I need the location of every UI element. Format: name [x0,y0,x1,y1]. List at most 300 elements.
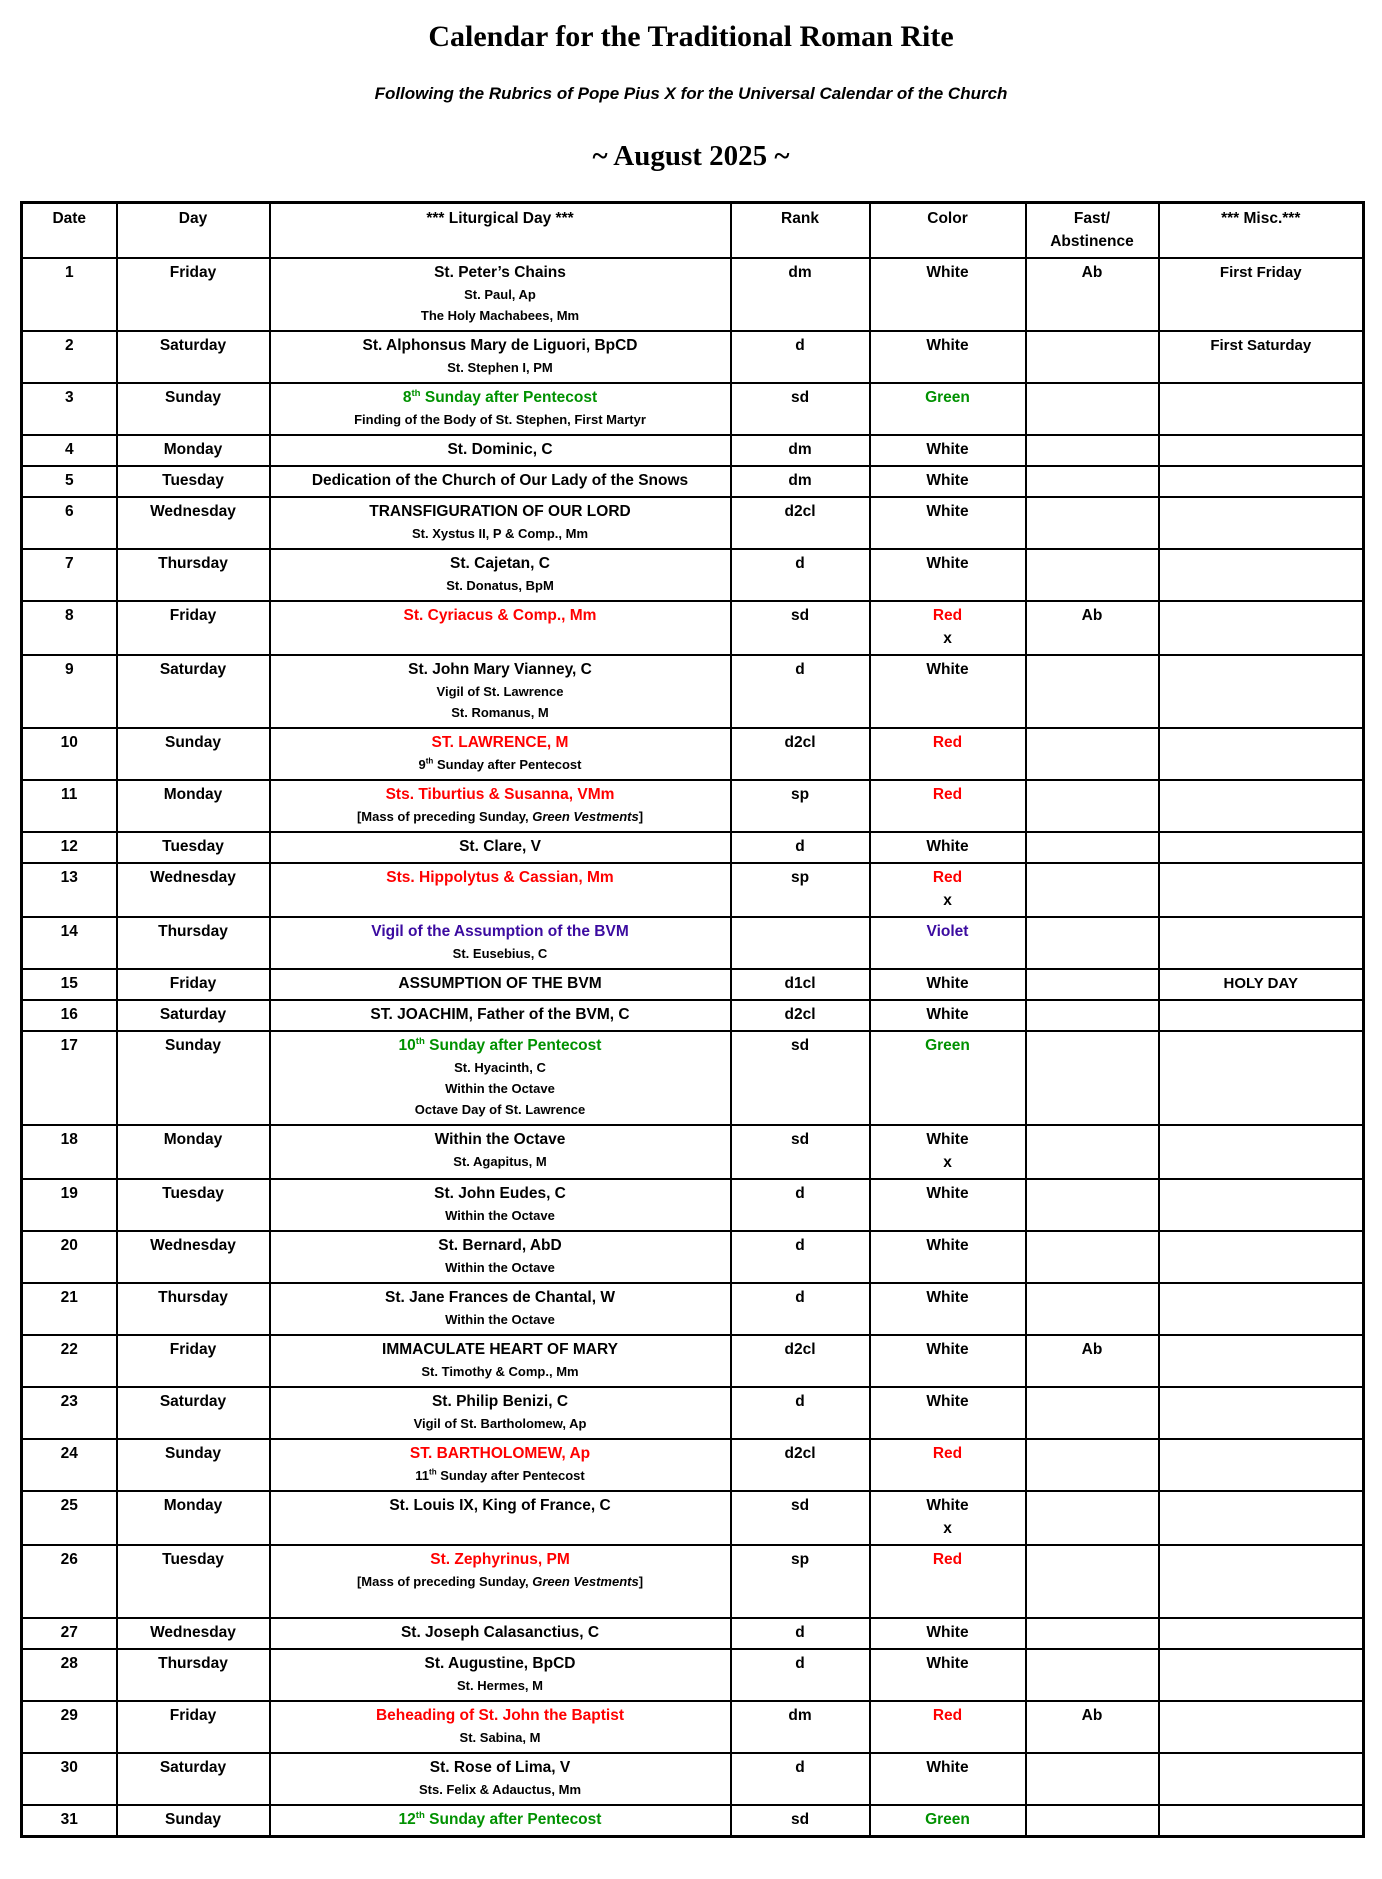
misc-cell [1159,549,1364,601]
color-line: Green [925,1037,970,1054]
fast-abstinence-cell: Ab [1026,601,1159,655]
liturgical-day-cell [270,258,731,331]
color-line: Red [932,869,963,886]
liturgical-line: ST. JOACHIM, Father of the BVM, C [370,1006,630,1023]
liturgical-line: 10th Sunday after Pentecost [398,1035,602,1054]
day-cell: Tuesday [117,1179,270,1231]
column-header-line: *** Liturgical Day *** [426,210,574,227]
misc-cell [1159,1545,1364,1618]
day-cell: Sunday [117,1439,270,1491]
column-header-line: Fast/ [1073,210,1111,227]
date-cell: 11 [22,780,117,832]
rank-cell: sd [731,1125,870,1179]
misc-cell [1159,917,1364,969]
column-header-line: Date [52,210,87,227]
color-cell [870,1283,1026,1335]
table-row-21 [22,1283,1364,1335]
liturgical-line: 12th Sunday after Pentecost [398,1809,602,1828]
table-row-1 [22,258,1364,331]
fast-abstinence-cell [1026,1753,1159,1805]
misc-cell: HOLY DAY [1159,969,1364,1000]
table-row-3 [22,383,1364,435]
misc-cell [1159,780,1364,832]
color-line: White [926,1006,969,1023]
date-cell: 22 [22,1335,117,1387]
rank-cell: d [731,549,870,601]
liturgical-line: St. Sabina, M [459,1730,541,1745]
column-header-line: Rank [781,210,819,227]
day-cell: Friday [117,1335,270,1387]
misc-cell [1159,1283,1364,1335]
misc-cell: First Saturday [1159,331,1364,383]
date-cell: 27 [22,1618,117,1649]
table-row-16 [22,1000,1364,1031]
color-line: Red [932,1551,963,1568]
liturgical-day-cell [270,1179,731,1231]
color-line: White [926,1497,969,1514]
color-line: White [926,975,969,992]
table-row-4 [22,435,1364,466]
rank-cell: d2cl [731,1000,870,1031]
liturgical-line: St. Philip Benizi, C [431,1393,569,1410]
fast-abstinence-cell [1026,1618,1159,1649]
rank-cell: sd [731,383,870,435]
date-cell: 30 [22,1753,117,1805]
color-cell [870,549,1026,601]
color-cell [870,1335,1026,1387]
liturgical-day-cell [270,1545,731,1618]
day-cell: Monday [117,1491,270,1545]
rank-cell: d1cl [731,969,870,1000]
liturgical-day-cell [270,435,731,466]
day-cell: Wednesday [117,1618,270,1649]
misc-cell [1159,1649,1364,1701]
liturgical-line: St. Louis IX, King of France, C [389,1497,611,1514]
day-cell: Friday [117,258,270,331]
date-cell: 13 [22,863,117,917]
liturgical-day-cell [270,1701,731,1753]
day-cell: Saturday [117,1000,270,1031]
misc-cell [1159,1701,1364,1753]
color-line: White [926,1655,969,1672]
day-cell: Sunday [117,1031,270,1125]
date-cell: 6 [22,497,117,549]
fast-abstinence-cell [1026,1125,1159,1179]
rank-cell: d2cl [731,1439,870,1491]
color-cell [870,780,1026,832]
liturgical-line: Octave Day of St. Lawrence [414,1102,586,1117]
liturgical-line: St. Stephen I, PM [447,360,553,375]
date-cell: 23 [22,1387,117,1439]
misc-cell [1159,655,1364,728]
liturgical-line: IMMACULATE HEART OF MARY [382,1341,618,1358]
misc-cell [1159,1231,1364,1283]
rank-cell: d [731,1387,870,1439]
color-line: x [943,1154,952,1171]
color-cell [870,383,1026,435]
color-cell [870,1125,1026,1179]
date-cell: 19 [22,1179,117,1231]
rank-cell: d2cl [731,497,870,549]
page-subtitle: Following the Rubrics of Pope Pius X for the Universal Calendar of the Church [374,84,1008,103]
liturgical-line: St. Donatus, BpM [446,578,554,593]
color-line: White [926,441,969,458]
date-cell: 18 [22,1125,117,1179]
color-line: Green [925,1811,970,1828]
misc-cell [1159,1491,1364,1545]
table-row-24 [22,1439,1364,1491]
fast-abstinence-cell [1026,1491,1159,1545]
fast-abstinence-cell [1026,1649,1159,1701]
fast-abstinence-cell [1026,497,1159,549]
color-line: White [926,1393,969,1410]
fast-abstinence-cell [1026,331,1159,383]
rank-cell: d [731,655,870,728]
liturgical-line: Beheading of St. John the Baptist [375,1707,624,1724]
table-row-28 [22,1649,1364,1701]
color-line: Red [932,607,963,624]
fast-abstinence-cell [1026,1805,1159,1837]
table-row-11 [22,780,1364,832]
date-cell: 9 [22,655,117,728]
table-row-30 [22,1753,1364,1805]
liturgical-day-cell [270,780,731,832]
color-line: White [926,1341,969,1358]
rank-cell: sp [731,780,870,832]
color-cell [870,1439,1026,1491]
table-row-19 [22,1179,1364,1231]
liturgical-line: St. Paul, Ap [464,287,536,302]
color-cell [870,832,1026,863]
rank-cell: dm [731,258,870,331]
liturgical-line: 11th Sunday after Pentecost [415,1467,585,1483]
date-cell: 1 [22,258,117,331]
liturgical-line: St. Hermes, M [457,1678,543,1693]
liturgical-day-cell [270,601,731,655]
color-cell [870,728,1026,780]
liturgical-line: The Holy Machabees, Mm [420,308,580,323]
fast-abstinence-cell [1026,655,1159,728]
day-cell: Tuesday [117,466,270,497]
date-cell: 5 [22,466,117,497]
liturgical-line: St. Zephyrinus, PM [430,1551,570,1568]
liturgical-line: Within the Octave [434,1131,566,1148]
fast-abstinence-cell: Ab [1026,1701,1159,1753]
date-cell: 25 [22,1491,117,1545]
rank-cell: d [731,1231,870,1283]
liturgical-line: St. Bernard, AbD [438,1237,562,1254]
liturgical-day-cell [270,1387,731,1439]
misc-cell [1159,1125,1364,1179]
color-line: x [943,630,952,647]
misc-cell [1159,1805,1364,1837]
color-line: x [943,892,952,909]
month-title: ~ August 2025 ~ [592,140,790,172]
liturgical-line: ASSUMPTION OF THE BVM [398,975,602,992]
liturgical-line: Sts. Felix & Adauctus, Mm [418,1782,582,1797]
date-cell: 20 [22,1231,117,1283]
color-line: x [943,1520,952,1537]
rank-cell [731,917,870,969]
liturgical-line: Vigil of St. Bartholomew, Ap [413,1416,587,1431]
liturgical-line: St. Joseph Calasanctius, C [400,1624,600,1641]
liturgical-day-cell [270,1753,731,1805]
fast-abstinence-cell [1026,1031,1159,1125]
day-cell: Thursday [117,1283,270,1335]
liturgical-line: Within the Octave [445,1081,555,1096]
color-line: White [926,1759,969,1776]
column-header-color [870,203,1026,259]
liturgical-line: St. Xystus II, P & Comp., Mm [411,526,588,541]
misc-cell [1159,1753,1364,1805]
rank-cell: sd [731,1491,870,1545]
fast-abstinence-cell [1026,1545,1159,1618]
date-cell: 12 [22,832,117,863]
liturgical-day-cell [270,863,731,917]
liturgical-day-cell [270,1805,731,1837]
column-header-line: *** Misc.*** [1221,210,1301,227]
liturgical-line: St. John Eudes, C [434,1185,566,1202]
liturgical-day-cell [270,1283,731,1335]
liturgical-day-cell [270,728,731,780]
misc-cell [1159,1335,1364,1387]
date-cell: 24 [22,1439,117,1491]
fast-abstinence-cell [1026,832,1159,863]
date-cell: 14 [22,917,117,969]
table-row-31 [22,1805,1364,1837]
header-row [22,203,1364,259]
rank-cell: d2cl [731,1335,870,1387]
date-cell: 2 [22,331,117,383]
table-row-27 [22,1618,1364,1649]
color-cell [870,1491,1026,1545]
liturgical-day-cell [270,1125,731,1179]
color-line: White [926,838,969,855]
column-header-rank [731,203,870,259]
color-cell [870,1545,1026,1618]
liturgical-day-cell [270,969,731,1000]
rank-cell: d [731,832,870,863]
column-header-fast-abstinence [1026,203,1159,259]
color-line: White [926,555,969,572]
day-cell: Wednesday [117,1231,270,1283]
table-row-26 [22,1545,1364,1618]
table-row-7 [22,549,1364,601]
table-row-17 [22,1031,1364,1125]
color-line: White [926,661,969,678]
day-cell: Thursday [117,549,270,601]
day-cell: Saturday [117,331,270,383]
table-row-5 [22,466,1364,497]
date-cell: 21 [22,1283,117,1335]
day-cell: Sunday [117,728,270,780]
liturgical-line [274,1592,727,1613]
color-cell [870,331,1026,383]
fast-abstinence-cell: Ab [1026,258,1159,331]
color-line: Violet [926,923,969,940]
liturgical-line: St. Peter’s Chains [434,264,566,281]
table-row-22 [22,1335,1364,1387]
rank-cell: d [731,331,870,383]
misc-cell [1159,1000,1364,1031]
rank-cell: d [731,1618,870,1649]
liturgical-line: ST. BARTHOLOMEW, Ap [409,1445,591,1462]
liturgical-line: St. Cyriacus & Comp., Mm [403,607,597,624]
rank-cell: d2cl [731,728,870,780]
calendar-table-header [22,203,1364,259]
color-line: White [926,1131,969,1148]
table-row-12 [22,832,1364,863]
column-header-day [117,203,270,259]
column-header-misc [1159,203,1364,259]
color-cell [870,1618,1026,1649]
color-cell [870,655,1026,728]
fast-abstinence-cell [1026,1000,1159,1031]
color-line: White [926,1289,969,1306]
color-line: White [926,503,969,520]
color-line: Red [932,734,963,751]
color-line: White [926,1185,969,1202]
table-row-10 [22,728,1364,780]
liturgical-line: Within the Octave [445,1312,555,1327]
page-title: Calendar for the Traditional Roman Rite [428,20,954,53]
column-header-line: Abstinence [1050,233,1134,250]
misc-cell [1159,728,1364,780]
day-cell: Wednesday [117,497,270,549]
liturgical-day-cell [270,1618,731,1649]
fast-abstinence-cell [1026,1283,1159,1335]
rank-cell: sd [731,1805,870,1837]
color-cell [870,435,1026,466]
fast-abstinence-cell [1026,863,1159,917]
misc-cell [1159,1031,1364,1125]
liturgical-line: St. Jane Frances de Chantal, W [385,1289,615,1306]
rank-cell: dm [731,466,870,497]
color-cell [870,917,1026,969]
table-row-25 [22,1491,1364,1545]
liturgical-line: Within the Octave [445,1208,555,1223]
liturgical-line: ST. LAWRENCE, M [431,734,569,751]
date-cell: 7 [22,549,117,601]
color-cell [870,1179,1026,1231]
day-cell: Saturday [117,655,270,728]
calendar-table-body [22,258,1364,1837]
fast-abstinence-cell [1026,383,1159,435]
day-cell: Tuesday [117,1545,270,1618]
liturgical-day-cell [270,1491,731,1545]
fast-abstinence-cell [1026,435,1159,466]
day-cell: Friday [117,601,270,655]
table-row-8 [22,601,1364,655]
liturgical-day-cell [270,1000,731,1031]
liturgical-line: St. Dominic, C [447,441,553,458]
rank-cell: sd [731,601,870,655]
fast-abstinence-cell [1026,549,1159,601]
liturgical-line: [Mass of preceding Sunday, Green Vestments] [356,809,644,824]
color-line: White [926,472,969,489]
date-cell: 15 [22,969,117,1000]
color-line: Red [932,1445,963,1462]
fast-abstinence-cell [1026,1387,1159,1439]
liturgical-line: St. Eusebius, C [452,946,548,961]
liturgical-day-cell [270,1031,731,1125]
misc-cell [1159,466,1364,497]
liturgical-day-cell [270,383,731,435]
rank-cell: dm [731,1701,870,1753]
color-line: White [926,264,969,281]
date-cell: 29 [22,1701,117,1753]
fast-abstinence-cell [1026,780,1159,832]
color-cell [870,258,1026,331]
liturgical-line: St. Agapitus, M [453,1154,547,1169]
liturgical-day-cell [270,497,731,549]
liturgical-day-cell [270,331,731,383]
fast-abstinence-cell [1026,728,1159,780]
color-cell [870,969,1026,1000]
misc-cell [1159,1179,1364,1231]
day-cell: Thursday [117,917,270,969]
date-cell: 31 [22,1805,117,1837]
day-cell: Saturday [117,1387,270,1439]
day-cell: Friday [117,1701,270,1753]
color-line: Green [925,389,970,406]
date-cell: 26 [22,1545,117,1618]
misc-cell [1159,863,1364,917]
rank-cell: d [731,1753,870,1805]
misc-cell [1159,1439,1364,1491]
color-cell [870,863,1026,917]
misc-cell [1159,1387,1364,1439]
day-cell: Wednesday [117,863,270,917]
fast-abstinence-cell [1026,466,1159,497]
rank-cell: d [731,1283,870,1335]
liturgical-line: Vigil of St. Lawrence [436,684,564,699]
color-cell [870,1231,1026,1283]
table-row-18 [22,1125,1364,1179]
day-cell: Thursday [117,1649,270,1701]
date-cell: 4 [22,435,117,466]
rank-cell: sp [731,1545,870,1618]
liturgical-line: St. Alphonsus Mary de Liguori, BpCD [362,337,638,354]
date-cell: 16 [22,1000,117,1031]
liturgical-line: [Mass of preceding Sunday, Green Vestments] [356,1574,644,1589]
day-cell: Sunday [117,383,270,435]
liturgical-day-cell [270,549,731,601]
liturgical-line: 9th Sunday after Pentecost [418,756,582,772]
liturgical-day-cell [270,1649,731,1701]
fast-abstinence-cell [1026,1231,1159,1283]
liturgical-line: St. Timothy & Comp., Mm [421,1364,579,1379]
color-cell [870,466,1026,497]
liturgical-line: Dedication of the Church of Our Lady of the Snows [311,472,689,489]
liturgical-day-cell [270,1231,731,1283]
color-cell [870,1387,1026,1439]
date-cell: 10 [22,728,117,780]
liturgical-line: Sts. Tiburtius & Susanna, VMm [385,786,615,803]
misc-cell [1159,383,1364,435]
rank-cell: sp [731,863,870,917]
fast-abstinence-cell [1026,1179,1159,1231]
table-row-9 [22,655,1364,728]
date-cell: 17 [22,1031,117,1125]
rank-cell: sd [731,1031,870,1125]
liturgical-day-cell [270,655,731,728]
color-cell [870,497,1026,549]
color-cell [870,1701,1026,1753]
day-cell: Monday [117,780,270,832]
rank-cell: d [731,1179,870,1231]
fast-abstinence-cell [1026,917,1159,969]
